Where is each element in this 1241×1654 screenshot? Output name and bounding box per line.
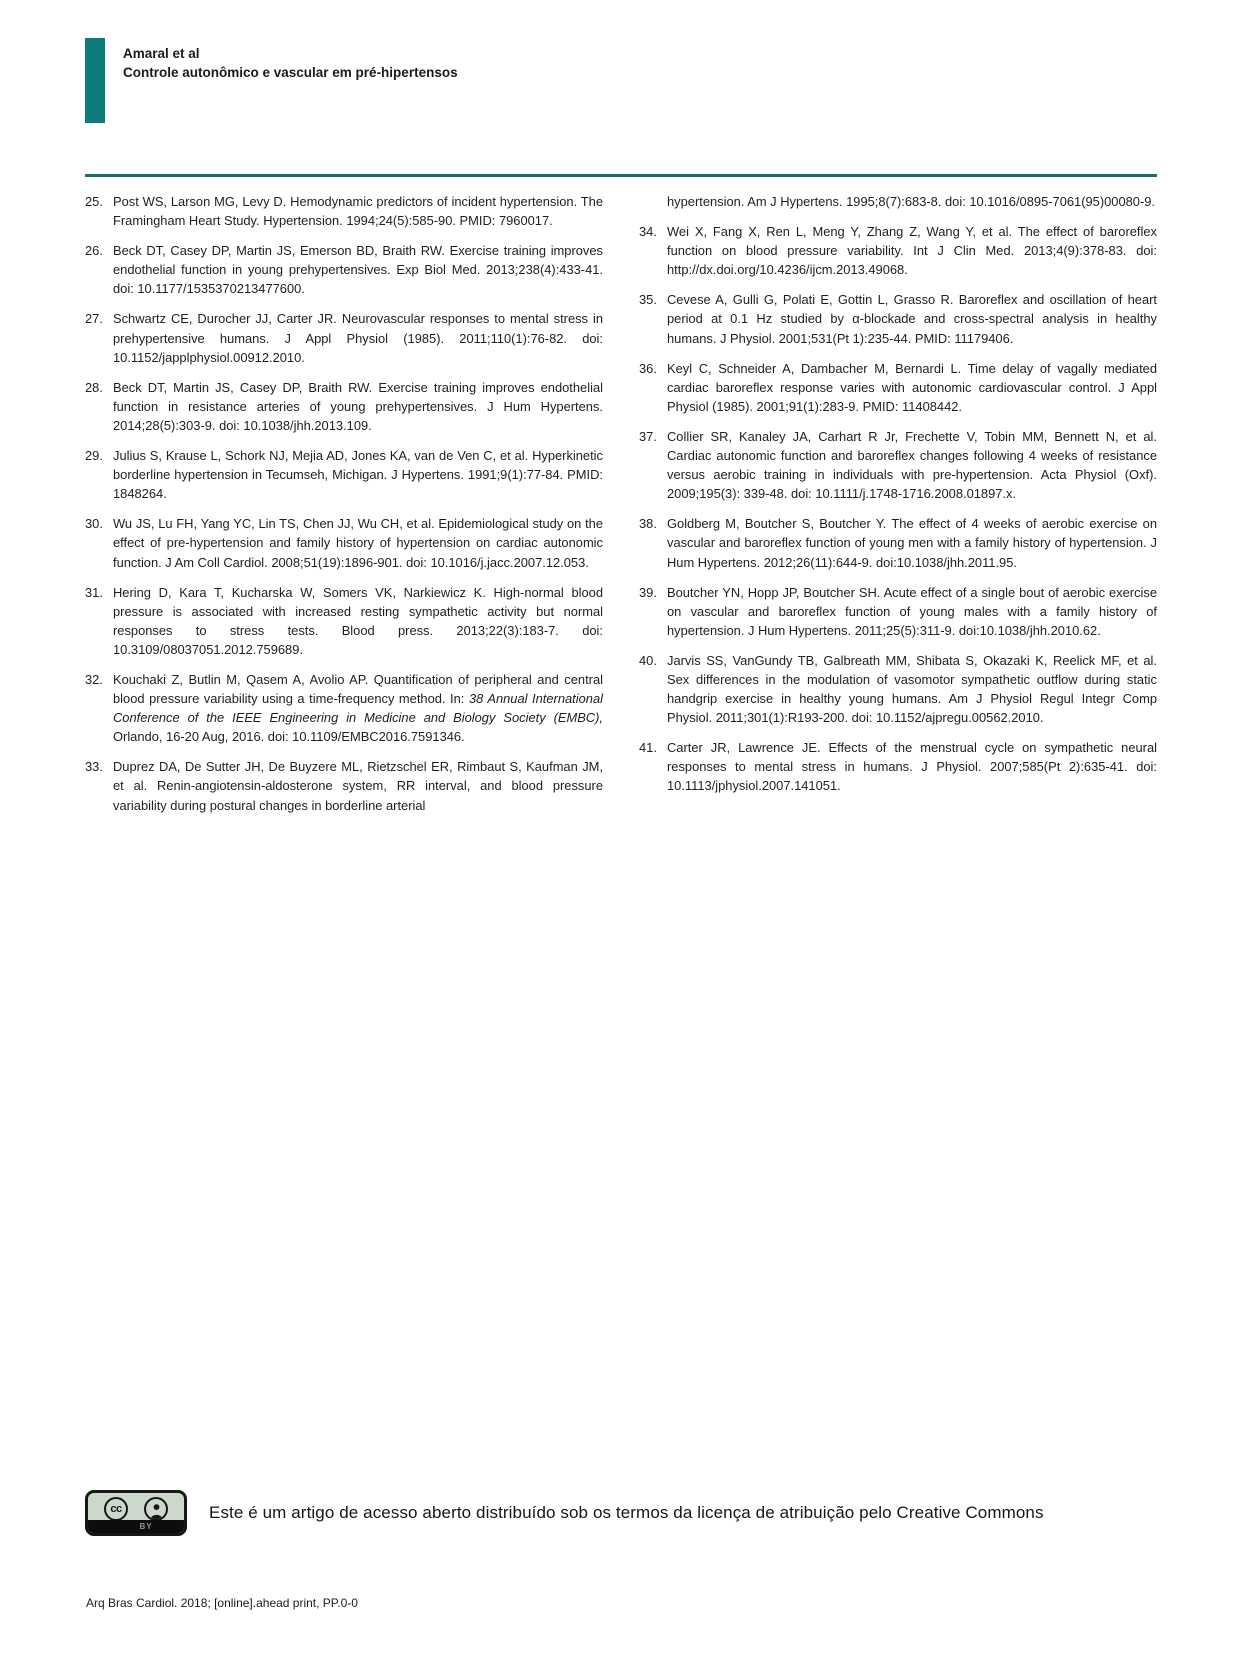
reference-item (639, 427, 1157, 503)
running-head-title: Controle autonômico e vascular em pré-hipertensos (123, 65, 458, 81)
references-column-left (85, 192, 603, 815)
reference-text: hypertension. Am J Hypertens. 1995;8(7):683-8. doi: 10.1016/0895-7061(95)00080-9. (667, 194, 1156, 209)
reference-text: Goldberg M, Boutcher S, Boutcher Y. The effect of 4 weeks of aerobic exercise on vascular and baroreflex function of young men with a family history of hypertension. J Hum Hypertens. 2012;26(11):644-9. doi:10.1038/jhh.2011.95. (667, 516, 1157, 570)
reference-number: 29. (85, 448, 103, 464)
reference-text: Kouchaki Z, Butlin M, Qasem A, Avolio AP. Quantification of peripheral and central blood pressure variability using a time-frequency method. In: 38 Annual International Conference of the IEEE Engineering in Medicine and Biology Society (EMBC), Orlando, 16-20 Aug, 2016. doi: 10.1109/EMBC2016.7591346. (113, 671, 603, 745)
reference-item (639, 738, 1157, 795)
reference-item (85, 670, 603, 746)
reference-number: 35. (639, 292, 657, 308)
reference-text: Collier SR, Kanaley JA, Carhart R Jr, Frechette V, Tobin MM, Bennett N, et al. Cardiac autonomic function and baroreflex changes following 4 weeks of resistance versus aerobic training in individuals with pre-hypertension. Acta Physiol (Oxf). 2009;195(3): 339-48. doi: 10.1111/j.1748-1716.2008.01897.x. (667, 428, 1157, 502)
reference-number: 26. (85, 243, 103, 259)
cc-logo-icon: cc (104, 1497, 128, 1521)
reference-item (85, 192, 603, 230)
reference-number (639, 192, 667, 211)
cc-by-label: BY (139, 1522, 153, 1531)
reference-text: Duprez DA, De Sutter JH, De Buyzere ML, Rietzschel ER, Rimbaut S, Kaufman JM, et al. Renin-angiotensin-aldosterone system, RR interval, and blood pressure variability during postural changes in borderline arterial (113, 759, 603, 813)
reference-text: Julius S, Krause L, Schork NJ, Mejia AD, Jones KA, van de Ven C, et al. Hyperkinetic borderline hypertension in Tecumseh, Michigan. J Hypertens. 1991;9(1):77-84. PMID: 1848264. (113, 448, 603, 502)
reference-item (639, 359, 1157, 416)
reference-text: Wei X, Fang X, Ren L, Meng Y, Zhang Z, Wang Y, et al. The effect of baroreflex function on blood pressure variability. Int J Clin Med. 2013;4(9):378-83. doi: http://dx.doi.org/10.4236/ijcm.2013.49068. (667, 224, 1157, 278)
reference-item (85, 241, 603, 298)
reference-text: Boutcher YN, Hopp JP, Boutcher SH. Acute effect of a single bout of aerobic exercise on vascular and baroreflex function of young males with a family history of hypertension. J Hum Hypertens. 2011;25(5):311-9. doi:10.1038/jhh.2010.62. (667, 584, 1157, 638)
reference-number: 34. (639, 224, 657, 240)
reference-text: Cevese A, Gulli G, Polati E, Gottin L, Grasso R. Baroreflex and oscillation of heart period at 0.1 Hz studied by α-blockade and cross-spectral analysis in healthy humans. J Physiol. 2001;531(Pt 1):235-44. PMID: 11179406. (667, 292, 1157, 346)
reference-item (85, 378, 603, 435)
references-section (85, 192, 1157, 815)
reference-number: 31. (85, 584, 103, 600)
reference-item (639, 290, 1157, 347)
reference-number: 39. (639, 584, 657, 600)
reference-number: 40. (639, 652, 657, 668)
header-accent-bar (85, 38, 105, 123)
reference-number: 32. (85, 671, 103, 687)
reference-item (85, 757, 603, 814)
reference-number: 25. (85, 194, 103, 209)
running-head-authors: Amaral et al (123, 46, 200, 61)
reference-item (85, 309, 603, 366)
reference-text: Hering D, Kara T, Kucharska W, Somers VK, Narkiewicz K. High-normal blood pressure is associated with increased resting sympathetic activity but normal responses to stress tests. Blood press. 2013;22(3):183-7. doi: 10.3109/08037051.2012.759689. (113, 584, 603, 657)
reference-item (639, 651, 1157, 727)
reference-number: 37. (639, 428, 657, 444)
reference-number: 27. (85, 311, 103, 327)
reference-text: Beck DT, Martin JS, Casey DP, Braith RW. Exercise training improves endothelial function in resistance arteries of young prehypertensives. J Hum Hypertens. 2014;28(5):303-9. doi: 10.1038/jhh.2013.109. (113, 379, 603, 433)
journal-citation-footer: Arq Bras Cardiol. 2018; [online].ahead print, PP.0-0 (86, 1596, 358, 1610)
cc-badge-by-strip (88, 1520, 184, 1533)
reference-number: 33. (85, 759, 103, 775)
reference-item (639, 514, 1157, 571)
cc-by-badge (85, 1490, 187, 1536)
reference-number: 28. (85, 379, 103, 395)
references-column-right (639, 192, 1157, 815)
attribution-person-icon (144, 1497, 168, 1521)
reference-text: Schwartz CE, Durocher JJ, Carter JR. Neurovascular responses to mental stress in prehypertensive humans. J Appl Physiol (1985). 2011;110(1):76-82. doi: 10.1152/japplphysiol.00912.2010. (113, 311, 603, 365)
reference-item (85, 446, 603, 503)
reference-text: Beck DT, Casey DP, Martin JS, Emerson BD, Braith RW. Exercise training improves endothelial function in young prehypertensives. Exp Biol Med. 2013;238(4):433-41. doi: 10.1177/1535370213477600. (113, 243, 603, 297)
header-divider (85, 174, 1157, 177)
license-row (85, 1490, 1044, 1536)
reference-text: Carter JR, Lawrence JE. Effects of the menstrual cycle on sympathetic neural responses to mental stress in humans. J Physiol. 2007;585(Pt 2):635-41. doi: 10.1113/jphysiol.2007.141051. (667, 740, 1157, 794)
reference-number: 41. (639, 740, 657, 756)
reference-number: 38. (639, 516, 657, 532)
license-statement: Este é um artigo de acesso aberto distribuído sob os termos da licença de atribuição pelo Creative Commons (209, 1503, 1044, 1522)
reference-item (85, 514, 603, 571)
reference-text: Keyl C, Schneider A, Dambacher M, Bernardi L. Time delay of vagally mediated cardiac baroreflex response varies with autonomic cardiovascular control. J Appl Physiol (1985). 2001;91(1):283-9. PMID: 11408442. (667, 360, 1157, 414)
reference-number: 30. (85, 516, 103, 532)
reference-text: Post WS, Larson MG, Levy D. Hemodynamic predictors of incident hypertension. The Framingham Heart Study. Hypertension. 1994;24(5):585-90. PMID: 7960017. (113, 194, 603, 229)
reference-item (639, 583, 1157, 640)
reference-item (85, 583, 603, 659)
reference-item (639, 192, 1157, 211)
reference-item (639, 222, 1157, 279)
reference-number: 36. (639, 360, 657, 376)
reference-text: Wu JS, Lu FH, Yang YC, Lin TS, Chen JJ, Wu CH, et al. Epidemiological study on the effect of pre-hypertension and family history of hypertension on cardiac autonomic function. J Am Coll Cardiol. 2008;51(19):1896-901. doi: 10.1016/j.jacc.2007.12.053. (113, 516, 603, 570)
running-head (123, 44, 458, 82)
reference-text: Jarvis SS, VanGundy TB, Galbreath MM, Shibata S, Okazaki K, Reelick MF, et al. Sex differences in the modulation of vasomotor sympathetic outflow during static handgrip exercise in healthy young humans. Am J Physiol Regul Integr Comp Physiol. 2011;301(1):R193-200. doi: 10.1152/ajpregu.00562.2010. (667, 652, 1157, 726)
